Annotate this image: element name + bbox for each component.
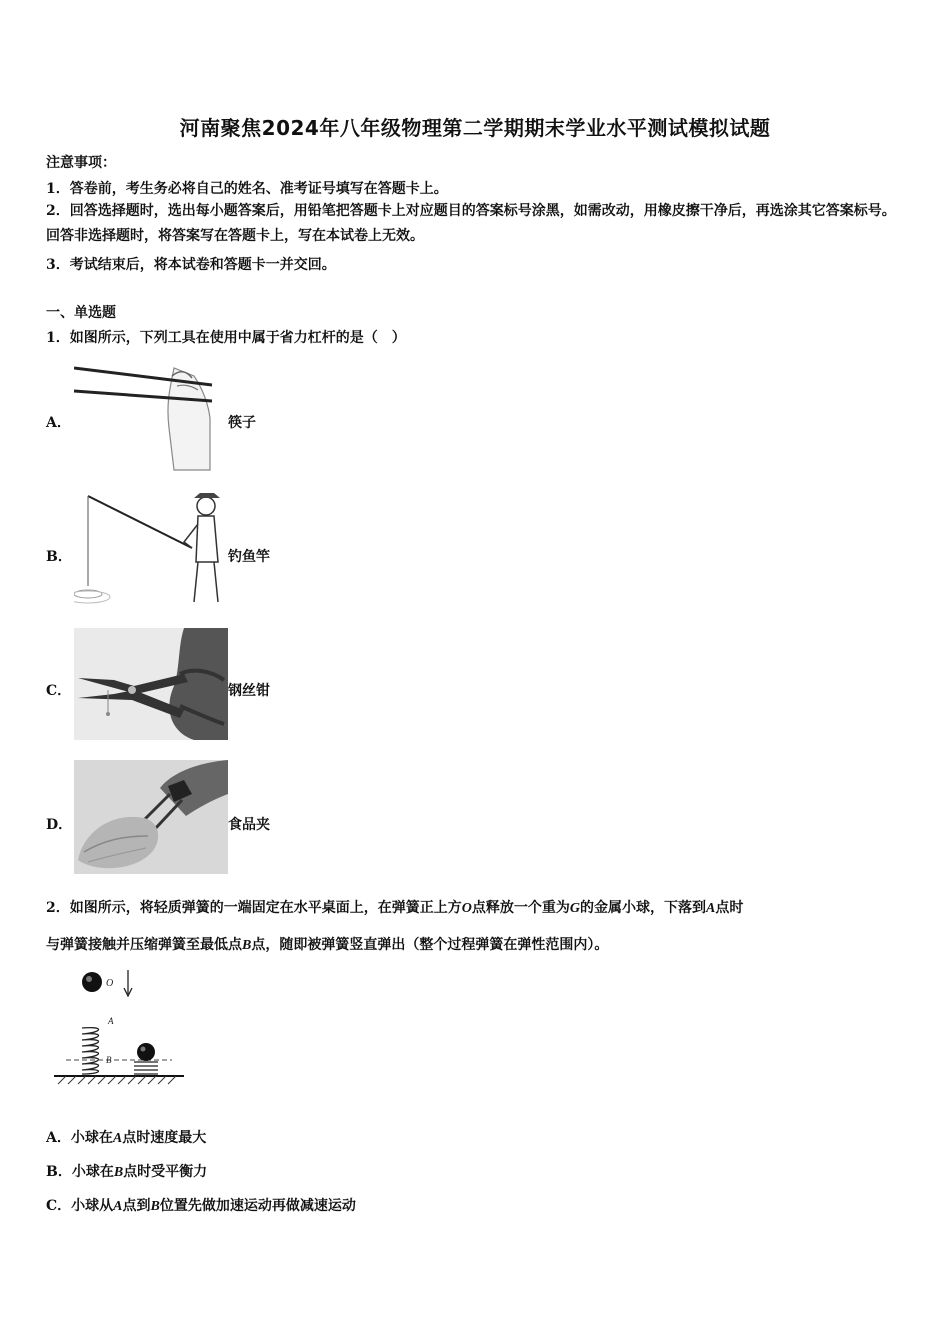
q2-option-b-post: 点时受平衡力 — [123, 1164, 208, 1180]
figure-label-a: A — [108, 1016, 114, 1026]
notice-heading: 注意事项： — [46, 155, 116, 171]
q2-var-b: B — [242, 938, 252, 953]
q2-stem-line2-a: 与弹簧接触并压缩弹簧至最低点 — [46, 937, 242, 953]
q2-var-g: G — [569, 901, 580, 916]
q2-option-a-pre: 小球在 — [70, 1130, 113, 1146]
q1-option-c-letter: C． — [46, 683, 72, 699]
question-1-stem: 1．如图所示，下列工具在使用中属于省力杠杆的是（ ） — [46, 330, 406, 346]
q2-option-b — [46, 1161, 207, 1181]
q2-option-a-var: A — [112, 1131, 123, 1146]
q1-option-b-text: 钓鱼竿 — [228, 549, 270, 565]
q2-stem-part3: 的金属小球，下落到 — [580, 900, 706, 916]
figure-label-o: O — [106, 978, 114, 989]
q2-stem-part2: 点释放一个重为 — [471, 900, 570, 916]
q1-option-a-letter: A． — [46, 415, 71, 431]
q2-stem-part1: 2．如图所示，将轻质弹簧的一端固定在水平桌面上，在弹簧正上方 — [46, 900, 462, 916]
pliers-image — [74, 628, 228, 740]
q2-option-c — [46, 1195, 356, 1215]
food-tongs-image — [74, 760, 228, 874]
q2-var-a: A — [706, 901, 716, 916]
section-heading: 一、单选题 — [46, 305, 116, 321]
q2-option-c-var: A — [113, 1199, 123, 1214]
question-2-stem-line1 — [46, 897, 743, 917]
notice-item-2: 2．回答选择题时，选出每小题答案后，用铅笔把答题卡上对应题目的答案标号涂黑，如需改动，用橡皮擦干净后，再选涂其它答案标号。回答非选择题时，将答案写在答题卡上，写在本试卷上无效。 — [46, 203, 896, 244]
q1-option-d-letter: D． — [46, 817, 73, 833]
q2-option-c-letter: C． — [46, 1198, 72, 1214]
page-title: 河南聚焦2024年八年级物理第二学期期末学业水平测试模拟试题 — [179, 116, 771, 140]
chopsticks-image — [74, 358, 214, 473]
q1-option-d-text: 食品夹 — [228, 817, 270, 833]
q2-option-b-letter: B． — [46, 1164, 72, 1180]
q2-option-a — [46, 1127, 206, 1147]
q2-option-b-var: B — [113, 1165, 124, 1180]
fishing-rod-image — [74, 490, 226, 606]
q2-option-c-post: 位置先做加速运动再做减速运动 — [159, 1198, 356, 1214]
question-2-stem-line2 — [46, 934, 608, 954]
q2-option-b-pre: 小球在 — [71, 1164, 114, 1180]
q2-var-o: O — [461, 901, 472, 916]
figure-label-b: B — [106, 1055, 112, 1065]
q2-option-a-letter: A． — [46, 1130, 71, 1146]
q2-stem-line2-b: 点，随即被弹簧竖直弹出（整个过程弹簧在弹性范围内）。 — [251, 937, 609, 953]
spring-ball-figure — [52, 966, 186, 1090]
q1-option-c-text: 钢丝钳 — [228, 683, 270, 699]
q1-option-b-letter: B． — [46, 549, 72, 565]
notice-item-3: 3．考试结束后，将本试卷和答题卡一并交回。 — [46, 257, 336, 273]
q2-option-a-post: 点时速度最大 — [122, 1130, 207, 1146]
q2-stem-part4: 点时 — [715, 900, 744, 916]
q2-option-c-var2: B — [150, 1199, 160, 1214]
q2-option-c-mid: 点到 — [122, 1198, 151, 1214]
q2-option-c-pre: 小球从 — [71, 1198, 114, 1214]
notice-item-1: 1．答卷前，考生务必将自己的姓名、准考证号填写在答题卡上。 — [46, 181, 448, 197]
q1-option-a-text: 筷子 — [228, 415, 256, 431]
